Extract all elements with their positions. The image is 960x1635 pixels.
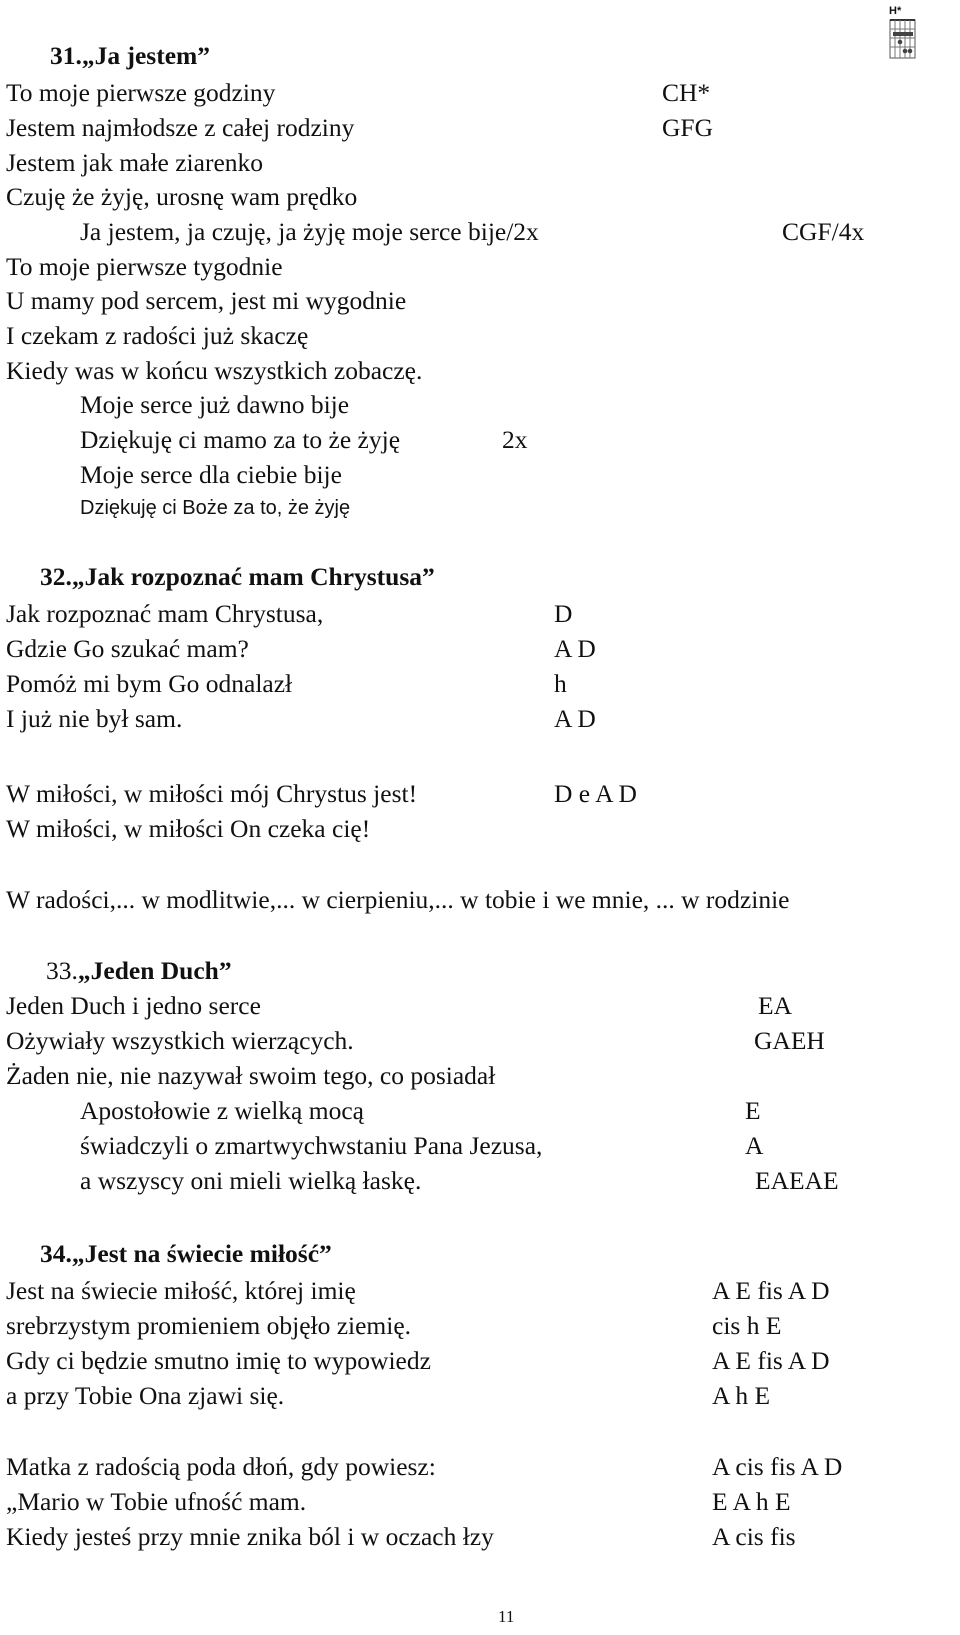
lyric-line: U mamy pod sercem, jest mi wygodnie (6, 286, 407, 315)
chord-line: A h E (712, 1381, 771, 1410)
lyric-line: Gdy ci będzie smutno imię to wypowiedz (6, 1346, 431, 1375)
song-title: 31.„Ja jestem” (50, 41, 211, 70)
chord-line: D e A D (554, 779, 637, 808)
lyric-line: „Mario w Tobie ufność mam. (6, 1487, 307, 1516)
lyric-line: Pomóż mi bym Go odnalazł (6, 669, 293, 698)
lyric-line: To moje pierwsze godziny (6, 78, 276, 107)
lyric-line: Matka z radością poda dłoń, gdy powiesz: (6, 1452, 436, 1481)
lyric-line: I czekam z radości już skaczę (6, 321, 309, 350)
lyric-line: świadczyli o zmartwychwstaniu Pana Jezusa, (80, 1131, 543, 1160)
song-title-text: „Jeden Duch” (77, 956, 232, 985)
repeat-mark: 2x (502, 425, 528, 454)
chord-line: CH* (662, 78, 711, 107)
lyric-line: W miłości, w miłości On czeka cię! (6, 814, 371, 843)
lyric-line: Czuję że żyję, urosnę wam prędko (6, 182, 358, 211)
chord-line: E A h E (712, 1487, 791, 1516)
chord-diagram-label: H* (889, 5, 902, 17)
lyric-line: a przy Tobie Ona zjawi się. (6, 1381, 285, 1410)
chord-line: GFG (662, 113, 714, 142)
lyric-line: Kiedy was w końcu wszystkich zobaczę. (6, 356, 423, 385)
lyric-line: Dziękuję ci Boże za to, że żyję (80, 497, 351, 519)
song-title: 32.„Jak rozpoznać mam Chrystusa” (40, 562, 435, 591)
lyric-line: Apostołowie z wielką mocą (80, 1096, 364, 1125)
lyric-line: I już nie był sam. (6, 704, 183, 733)
lyric-line: Jest na świecie miłość, której imię (6, 1276, 356, 1305)
chord-line: CGF/4x (782, 217, 865, 246)
chord-line: A E fis A D (712, 1346, 830, 1375)
lyric-line: W radości,... w modlitwie,... w cierpieniu,... w tobie i we mnie, ... w rodzinie (6, 885, 790, 914)
chord-line: EA (758, 991, 792, 1020)
chord-line: D (554, 599, 573, 628)
lyric-line: Jestem jak małe ziarenko (6, 148, 264, 177)
lyric-line: Ja jestem, ja czuję, ja żyję moje serce bije/2x (80, 217, 539, 246)
lyric-line: To moje pierwsze tygodnie (6, 252, 283, 281)
song-title (46, 958, 232, 984)
lyric-line: W miłości, w miłości mój Chrystus jest! (6, 779, 418, 808)
lyric-line: Kiedy jesteś przy mnie znika ból i w oczach łzy (6, 1522, 494, 1551)
lyric-line: Ożywiały wszystkich wierzących. (6, 1026, 354, 1055)
lyric-line: a wszyscy oni mieli wielką łaskę. (80, 1166, 422, 1195)
chord-line: EAEAE (755, 1166, 839, 1195)
lyric-line: Żaden nie, nie nazywał swoim tego, co posiadał (6, 1061, 496, 1090)
chord-line: A cis fis A D (712, 1452, 843, 1481)
guitar-chord-grid-icon (888, 18, 918, 76)
lyric-line: Jestem najmłodsze z całej rodziny (6, 113, 355, 142)
lyric-line: Dziękuję ci mamo za to że żyję (80, 425, 401, 454)
chord-line: GAEH (754, 1026, 825, 1055)
chord-line: A (745, 1131, 764, 1160)
song-number: 33. (46, 956, 78, 985)
lyric-line: Jeden Duch i jedno serce (6, 991, 261, 1020)
lyric-line: Moje serce dla ciebie bije (80, 460, 342, 489)
lyric-line: srebrzystym promieniem objęło ziemię. (6, 1311, 412, 1340)
chord-line: cis h E (712, 1311, 782, 1340)
chord-line: h (554, 669, 567, 698)
song-title: 34.„Jest na świecie miłość” (40, 1239, 332, 1268)
lyric-line: Moje serce już dawno bije (80, 390, 350, 419)
page-number: 11 (498, 1607, 515, 1626)
chord-line: A E fis A D (712, 1276, 830, 1305)
chord-line: A D (554, 704, 596, 733)
lyric-line: Gdzie Go szukać mam? (6, 634, 249, 663)
chord-line: A cis fis (712, 1522, 796, 1551)
chord-line: A D (554, 634, 596, 663)
chord-line: E (745, 1096, 761, 1125)
lyric-line: Jak rozpoznać mam Chrystusa, (6, 599, 324, 628)
